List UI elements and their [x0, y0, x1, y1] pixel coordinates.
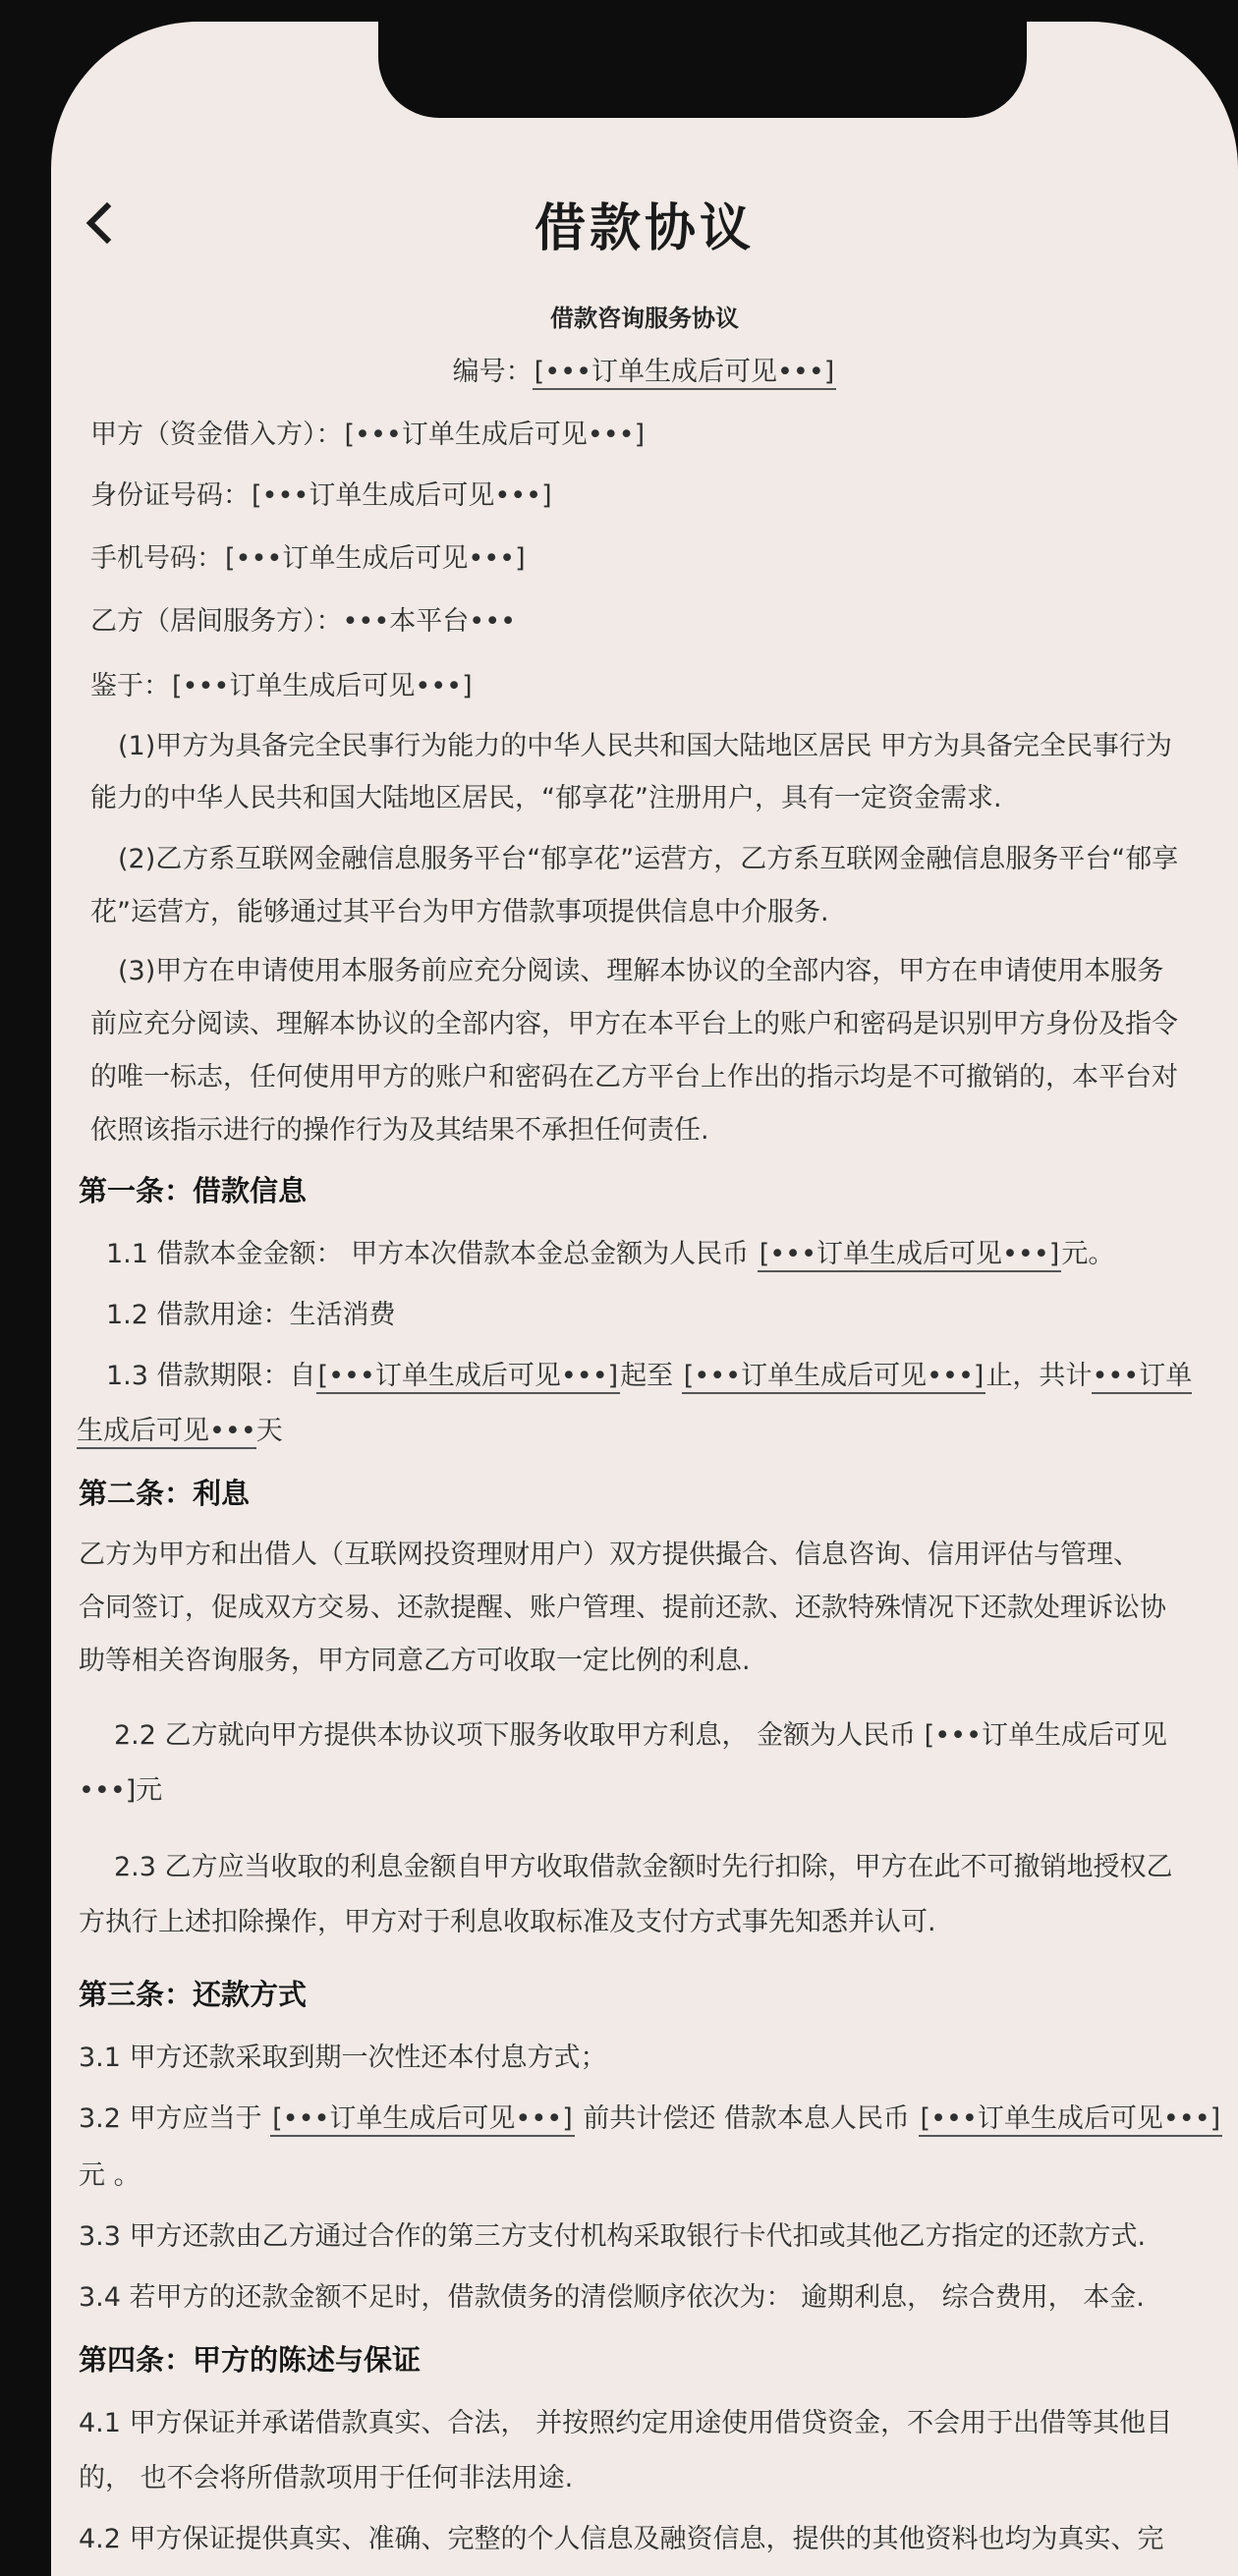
days-placeholder-part2: 生成后可见•••: [77, 1416, 256, 1449]
clause-1-2: 1.2 借款用途：生活消费: [106, 1300, 396, 1330]
number-label: 编号：: [452, 357, 533, 387]
id-placeholder: [ •••订单生成后可见••• ]: [250, 480, 554, 511]
end-date-placeholder: [ •••订单生成后可见••• ]: [682, 1361, 986, 1394]
clause-1-1-text: 1.1 借款本金金额： 甲方本次借款本金总金额为人民币: [106, 1239, 758, 1269]
clause-3-3: 3.3 甲方还款由乙方通过合作的第三方支付机构采取银行卡代扣或其他乙方指定的还款方式.: [79, 2221, 1147, 2252]
nav-bar: [51, 169, 1238, 267]
clause-2-2-line-2: •••]元: [79, 1775, 163, 1806]
number-placeholder: [ •••订单生成后可见••• ]: [533, 357, 837, 390]
days-unit: 天: [255, 1416, 283, 1446]
clause-3-2-mid: 前共计偿还 借款本息人民币: [574, 2103, 919, 2134]
para-3-line-3: 的唯一标志，任何使用甲方的账户和密码在乙方平台上作出的指示均是不可撤销的，本平台对: [90, 1062, 1178, 1092]
para-1-line-2: 能力的中华人民共和国大陆地区居民，“郁享花”注册用户，具有一定资金需求.: [90, 783, 1002, 813]
clause-1-3-start: 1.3 借款期限：自: [106, 1361, 316, 1391]
clause-3-2-text: 3.2 甲方应当于: [79, 2103, 271, 2134]
due-date-placeholder: [ •••订单生成后可见••• ]: [270, 2103, 575, 2137]
para-1-line-1: (1)甲方为具备完全民事行为能力的中华人民共和国大陆地区居民 甲方为具备完全民事行为: [118, 731, 1172, 761]
phone-placeholder: [ •••订单生成后可见••• ]: [223, 543, 528, 574]
repay-amount-placeholder: [ •••订单生成后可见••• ]: [919, 2103, 1223, 2137]
id-line: [90, 474, 554, 512]
clause-3-2: [79, 2097, 1222, 2135]
days-placeholder-part1: •••订单: [1092, 1361, 1192, 1394]
phone-screen: [51, 22, 1238, 2576]
section-2-title: 第二条：利息: [79, 1477, 251, 1510]
party-b-line: [90, 599, 516, 638]
section-1-title: 第一条：借款信息: [79, 1174, 308, 1207]
party-a-placeholder: [ •••订单生成后可见••• ]: [343, 420, 647, 450]
clause-3-2-unit: 元 。: [79, 2160, 141, 2191]
clause-2-3-line-2: 方执行上述扣除操作，甲方对于利息收取标准及支付方式事先知悉并认可.: [79, 1907, 936, 1937]
clause-3-4: 3.4 若甲方的还款金额不足时，借款债务的清偿顺序依次为： 逾期利息， 综合费用， 本金.: [79, 2282, 1145, 2313]
party-a-line: [90, 413, 647, 451]
principal-placeholder: [ •••订单生成后可见••• ]: [758, 1239, 1062, 1272]
doc-subtitle: 借款咨询服务协议: [550, 305, 739, 332]
para-3-line-2: 前应充分阅读、理解本协议的全部内容，甲方在本平台上的账户和密码是识别甲方身份及指令: [90, 1009, 1178, 1039]
camera-notch: [378, 22, 1027, 118]
clause-3-1: 3.1 甲方还款采取到期一次性还本付息方式；: [79, 2043, 607, 2073]
clause-2-2-line-1: 2.2 乙方就向甲方提供本协议项下服务收取甲方利息， 金额为人民币 [•••订单生成后可见: [114, 1720, 1167, 1751]
party-a-label: 甲方（资金借入方）：: [90, 420, 343, 450]
clause-4-1-line-1: 4.1 甲方保证并承诺借款真实、合法， 并按照约定用途使用借贷资金，不会用于出借等其他目: [79, 2408, 1173, 2438]
section-3-title: 第三条：还款方式: [79, 1978, 308, 2011]
id-label: 身份证号码：: [90, 480, 250, 511]
phone-line: [90, 536, 528, 575]
phone-label: 手机号码：: [90, 543, 223, 574]
doc-number: [51, 350, 1238, 388]
clause-1-3-cont: [77, 1409, 283, 1447]
clause-4-2-line-1: 4.2 甲方保证提供真实、准确、完整的个人信息及融资信息，提供的其他资料也均为真实、完: [79, 2524, 1164, 2554]
para-3-line-1: (3)甲方在申请使用本服务前应充分阅读、理解本协议的全部内容，甲方在申请使用本服务: [118, 956, 1164, 986]
para-2-line-1: (2)乙方系互联网金融信息服务平台“郁享花”运营方，乙方系互联网金融信息服务平台“郁享: [118, 844, 1179, 874]
clause-1-1: [106, 1232, 1114, 1270]
clause-1-3-to: 起至: [620, 1361, 682, 1391]
whereas-label: 鉴于：: [90, 671, 170, 701]
whereas-line: [90, 664, 475, 702]
section-4-title: 第四条：甲方的陈述与保证: [79, 2343, 422, 2377]
section-2-line-1: 乙方为甲方和出借人（互联网投资理财用户）双方提供撮合、信息咨询、信用评估与管理、: [79, 1540, 1140, 1570]
page-title: 借款协议: [534, 199, 755, 258]
clause-1-1-unit: 元。: [1061, 1239, 1115, 1269]
clause-1-3-total: 止，共计: [985, 1361, 1093, 1391]
section-2-line-3: 助等相关咨询服务，甲方同意乙方可收取一定比例的利息.: [79, 1646, 751, 1676]
section-2-line-2: 合同签订，促成双方交易、还款提醒、账户管理、提前还款、还款特殊情况下还款处理诉讼协: [79, 1593, 1166, 1623]
party-b-value: •••本平台•••: [342, 606, 517, 637]
para-3-line-4: 依照该指示进行的操作行为及其结果不承担任何责任.: [90, 1115, 709, 1146]
clause-1-3: [106, 1354, 1192, 1392]
whereas-placeholder: [ •••订单生成后可见••• ]: [170, 671, 475, 701]
para-2-line-2: 花”运营方，能够通过其平台为甲方借款事项提供信息中介服务.: [90, 897, 829, 927]
start-date-placeholder: [ •••订单生成后可见••• ]: [316, 1361, 621, 1394]
clause-2-3-line-1: 2.3 乙方应当收取的利息金额自甲方收取借款金额时先行扣除，甲方在此不可撤销地授权乙: [114, 1852, 1173, 1882]
clause-4-1-line-2: 的， 也不会将所借款项用于任何非法用途.: [79, 2463, 574, 2493]
party-b-label: 乙方（居间服务方）：: [90, 606, 343, 637]
